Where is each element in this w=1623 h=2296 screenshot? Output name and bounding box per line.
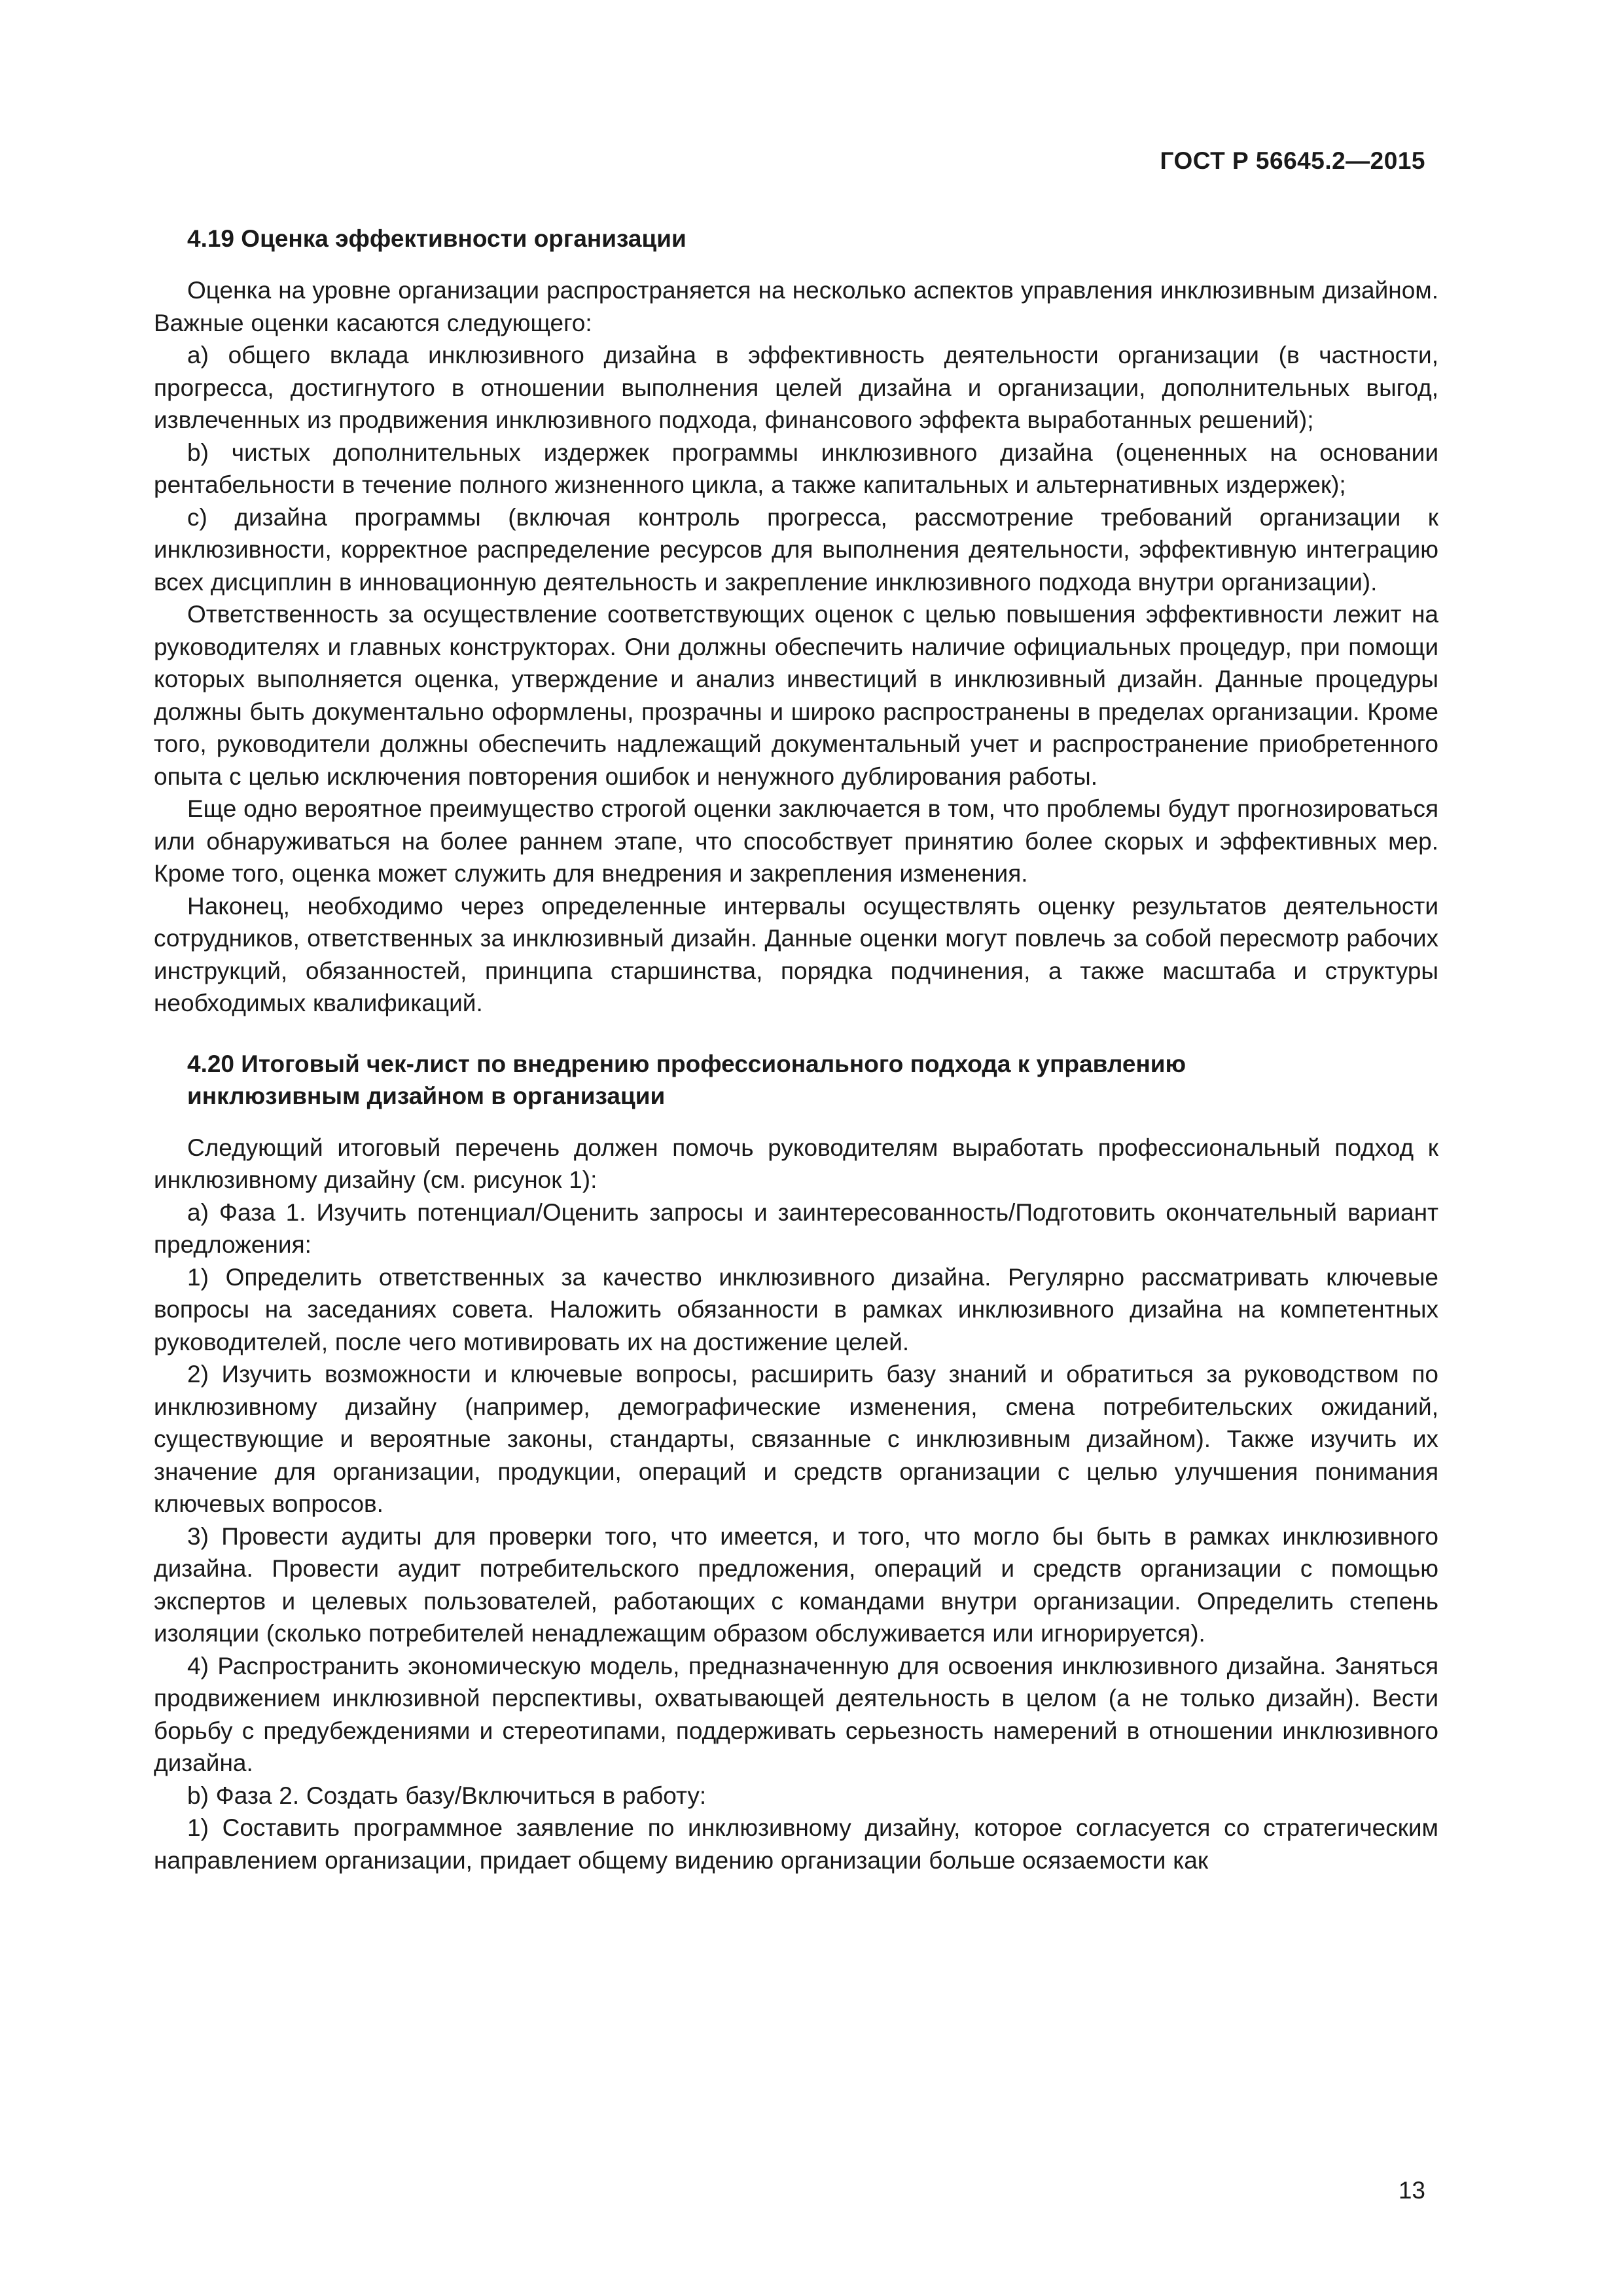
list-item-4: 4) Распространить экономическую модель, предназначенную для освоения инклюзивного дизайна. Заняться продвижением инклюзивной перспективы, охватывающей деятельность в целом (а не только дизайн). Вести борьбу с предубеждениями и стереотипами, поддерживать серьезность намерений в отношении инклюзивного дизайна. [154,1652,1438,1776]
section-4-20 [154,1048,1438,1877]
section-heading-line-1: 4.20 Итоговый чек-лист по внедрению профессионального подхода к управлению [187,1050,1186,1077]
list-item-a: a) Фаза 1. Изучить потенциал/Оценить запросы и заинтересованность/Подготовить окончательный вариант предложения: [154,1198,1438,1258]
section-4-19 [154,223,1438,1020]
list-item-3: 3) Провести аудиты для проверки того, что имеется, и того, что могло бы быть в рамках инклюзивного дизайна. Провести аудит потребительского предложения, операций и средств организации с помощью экспертов и целевых пользователей, работающих с командами внутри организации. Определить степень изоляции (сколько потребителей ненадлежащим образом обслуживается или игнорируется). [154,1522,1438,1647]
list-item-1: 1) Составить программное заявление по инклюзивному дизайну, которое согласуется со стратегическим направлением организации, придает общему видению организации больше осязаемости как [154,1814,1438,1874]
paragraph: Наконец, необходимо через определенные интервалы осуществлять оценку результатов деятельности сотрудников, ответственных за инклюзивный дизайн. Данные оценки могут повлечь за собой пересмотр рабочих инструкций, обязанностей, принципа старшинства, порядка подчинения, а также масштаба и структуры необходимых квалификаций. [154,892,1438,1016]
standard-code: ГОСТ Р 56645.2—2015 [1160,147,1425,174]
page-number: 13 [1398,2177,1425,2204]
section-heading-4-20 [154,1048,1438,1112]
paragraph: Оценка на уровне организации распространяется на несколько аспектов управления инклюзивным дизайном. Важные оценки касаются следующего: [154,277,1438,336]
paragraph: Еще одно вероятное преимущество строгой оценки заключается в том, что проблемы будут прогнозироваться или обнаруживаться на более раннем этапе, что способствует принятию более скорых и эффективных мер. Кроме того, оценка может служить для внедрения и закрепления изменения. [154,795,1438,887]
list-item-b: b) чистых дополнительных издержек программы инклюзивного дизайна (оцененных на основании рентабельности в течение полного жизненного цикла, а также капитальных и альтернативных издержек); [154,439,1438,498]
section-heading-line-2: инклюзивным дизайном в организации [187,1082,666,1109]
list-item-c: c) дизайна программы (включая контроль прогресса, рассмотрение требований организации к инклюзивности, корректное распределение ресурсов для выполнения деятельности, эффективную интеграцию всех дисциплин в инновационную деятельность и закрепление инклюзивного подхода внутри организации). [154,503,1438,596]
paragraph: Следующий итоговый перечень должен помочь руководителям выработать профессиональный подход к инклюзивному дизайну (см. рисунок 1): [154,1134,1438,1193]
list-item-2: 2) Изучить возможности и ключевые вопросы, расширить базу знаний и обратиться за руководством по инклюзивному дизайну (например, демографические изменения, смена потребительских ожиданий, существующие и вероятные законы, стандарты, связанные с инклюзивным дизайном). Также изучить их значение для организации, продукции, операций и средств организации с целью улучшения понимания ключевых вопросов. [154,1361,1438,1517]
paragraph: Ответственность за осуществление соответствующих оценок с целью повышения эффективности лежит на руководителях и главных конструкторах. Они должны обеспечить наличие официальных процедур, при помощи которых выполняется оценка, утверждение и анализ инвестиций в инклюзивный дизайн. Данные процедуры должны быть документально оформлены, прозрачны и широко распространены в пределах организации. Кроме того, руководители должны обеспечить надлежащий документальный учет и распространение приобретенного опыта с целью исключения повторения ошибок и ненужного дублирования работы. [154,601,1438,790]
list-item-1: 1) Определить ответственных за качество инклюзивного дизайна. Регулярно рассматривать ключевые вопросы на заседаниях совета. Наложить обязанности в рамках инклюзивного дизайна на компетентных руководителей, после чего мотивировать их на достижение целей. [154,1263,1438,1355]
page-content [154,223,1438,1876]
list-item-b: b) Фаза 2. Создать базу/Включиться в работу: [187,1782,707,1809]
list-item-a: a) общего вклада инклюзивного дизайна в эффективность деятельности организации (в частности, прогресса, достигнутого в отношении выполнения целей дизайна и организации, дополнительных выгод, извлеченных из продвижения инклюзивного подхода, финансового эффекта выработанных решений); [154,342,1438,433]
section-heading-4-19: 4.19 Оценка эффективности организации [187,225,687,252]
